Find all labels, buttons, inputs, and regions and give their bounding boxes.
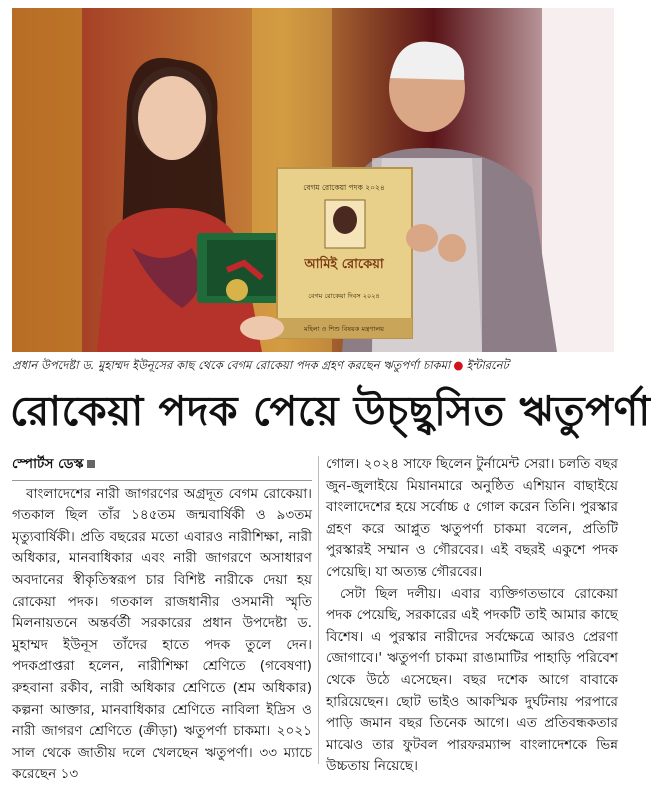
photo-caption bbox=[12, 356, 614, 374]
caption-text: প্রধান উপদেষ্টা ড. মুহাম্মদ ইউনূসের কাছ থেকে বেগম রোকেয়া পদক গ্রহণ করছেন ঋতুপর্ণা চাকমা bbox=[12, 358, 451, 372]
caption-source: ইন্টারনেট bbox=[466, 358, 509, 372]
body-paragraph: সেটা ছিল দলীয়। এবার ব্যক্তিগতভাবে রোকেয়া পদক পেয়েছি, সরকারের এই পদকটি তাই আমার কাছে বিশেষ। এ পুরস্কার নারীদের সর্বক্ষেত্রে আরও প্রেরণা জোগাবে।' ঋতুপর্ণা চাকমা রাঙামাটির পাহাড়ি পরিবেশ থেকে উঠে এসেছেন। বছর দশেক আগে বাবাকে হারিয়েছেন। ছোট ভাইও আকস্মিক দুর্ঘটনায় পরপারে পাড়ি জমান বছর তিনেক আগে। এত প্রতিবন্ধকতার মাঝেও তার ফুটবল পারফরম্যান্স বাংলাদেশকে ভিন্ন উচ্চতায় নিয়েছে। bbox=[326, 585, 618, 775]
news-photo bbox=[12, 8, 614, 352]
article-column-left bbox=[12, 454, 312, 783]
book-header-text: বেগম রোকেয়া পদক ২০২৪ bbox=[303, 183, 385, 192]
byline-text: স্পোর্টস ডেস্ক bbox=[12, 456, 84, 472]
article-headline: রোকেয়া পদক পেয়ে উচ্ছ্বসিত ঋতুপর্ণা bbox=[10, 387, 651, 435]
byline-divider bbox=[12, 480, 312, 481]
source-dot-icon: ● bbox=[453, 358, 464, 372]
book-logo-text: আমিই রোকেয়া bbox=[304, 257, 384, 272]
book-subtitle-text: বেগম রোকেয়া দিবস ২০২৪ bbox=[308, 292, 380, 300]
book-footer-text: মহিলা ও শিশু বিষয়ক মন্ত্রণালয় bbox=[303, 325, 385, 333]
byline-square-icon bbox=[87, 460, 95, 468]
byline bbox=[12, 454, 312, 476]
column-divider bbox=[318, 456, 319, 764]
body-paragraph: বাংলাদেশের নারী জাগরণের অগ্রদূত বেগম রোকেয়া। গতকাল ছিল তাঁর ১৪৫তম জন্মবার্ষিকী ও ৯৩তম মৃত্যুবার্ষিকী। প্রতি বছরের মতো এবারও নারীশিক্ষা, নারী অধিকার, মানবাধিকার এবং নারী জাগরণে অসাধারণ অবদানের স্বীকৃতিস্বরূপ চার বিশিষ্ট নারীকে দেয়া হয় রোকেয়া পদক। গতকাল রাজধানীর ওসমানী স্মৃতি মিলনায়তনে অন্তর্বর্তী সরকারের প্রধান উপদেষ্টা ড. মুহাম্মদ ইউনূস তাঁদের হাতে পদক তুলে দেন। পদকপ্রাপ্তরা হলেন, নারীশিক্ষা শ্রেণিতে (গবেষণা) রুহবানা রকীব, নারী অধিকার শ্রেণিতে (শ্রম অধিকার) কল্পনা আক্তার, মানবাধিকার শ্রেণিতে নাবিলা ইদ্রিস ও নারী জাগরণ শ্রেণিতে (ক্রীড়া) ঋতুপর্ণা চাকমা। ২০২১ সাল থেকে জাতীয় দলে খেলছেন ঋতুপর্ণা। ৩৩ ম্যাচে করেছেন ১৩ bbox=[12, 485, 312, 783]
body-paragraph: গোল। ২০২৪ সাফে ছিলেন টুর্নামেন্ট সেরা। চলতি বছর জুন-জুলাইয়ে মিয়ানমারে অনুষ্ঠিত এশিয়ান বাছাইয়ে বাংলাদেশের হয়ে সর্বোচ্চ ৫ গোল করেন তিনি। পুরস্কার গ্রহণ করে আপ্লুত ঋতুপর্ণা চাকমা বলেন, প্রতিটি পুরস্কারই সম্মান ও গৌরবের। এই বছরই একুশে পদক পেয়েছি। যা অত্যন্ত গৌরবের। bbox=[326, 456, 618, 580]
award-ceremony-illustration bbox=[12, 8, 614, 352]
article-column-right bbox=[326, 454, 618, 775]
